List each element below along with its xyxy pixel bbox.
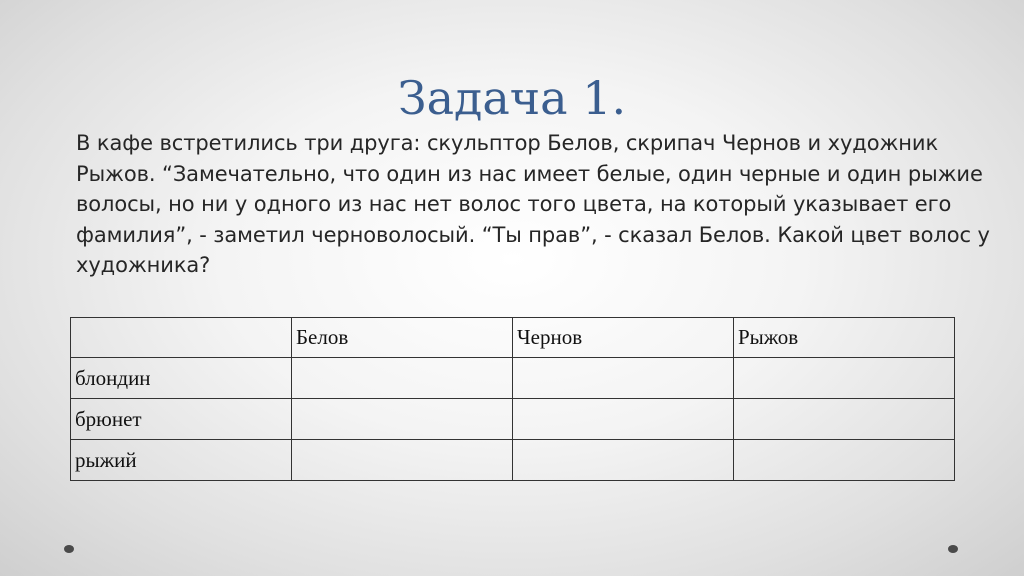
- table-cell: [292, 440, 513, 481]
- slide-title: Задача 1.: [397, 71, 627, 125]
- table-cell: [292, 358, 513, 399]
- header-cell-chernov: Чернов: [513, 318, 734, 358]
- table-cell: [734, 399, 955, 440]
- row-label-brunette: брюнет: [71, 399, 292, 440]
- table-cell: [734, 358, 955, 399]
- table-row: [71, 399, 955, 440]
- logic-table: [70, 317, 955, 481]
- problem-text: В кафе встретились три друга: скульптор Белов, скрипач Чернов и художник Рыжов. “Замечательно, что один из нас имеет белые, один черные и один рыжие волосы, но ни у одного из нас нет волос того цвета, на который указывает его фамилия”, - заметил черноволосый. “Ты прав”, - сказал Белов. Какой цвет волос у художника?: [76, 131, 990, 277]
- header-cell-belov: Белов: [292, 318, 513, 358]
- table-cell: [513, 399, 734, 440]
- row-label-redhead: рыжий: [71, 440, 292, 481]
- table-row: [71, 440, 955, 481]
- table-cell: [734, 440, 955, 481]
- decorative-dot-right: [948, 545, 958, 553]
- table-header-row: [71, 318, 955, 358]
- decorative-dot-left: [64, 545, 74, 553]
- table-cell: [513, 358, 734, 399]
- header-cell-ryzhov: Рыжов: [734, 318, 955, 358]
- row-label-blond: блондин: [71, 358, 292, 399]
- table-cell: [513, 440, 734, 481]
- header-cell-empty: [71, 318, 292, 358]
- table-cell: [292, 399, 513, 440]
- table-row: [71, 358, 955, 399]
